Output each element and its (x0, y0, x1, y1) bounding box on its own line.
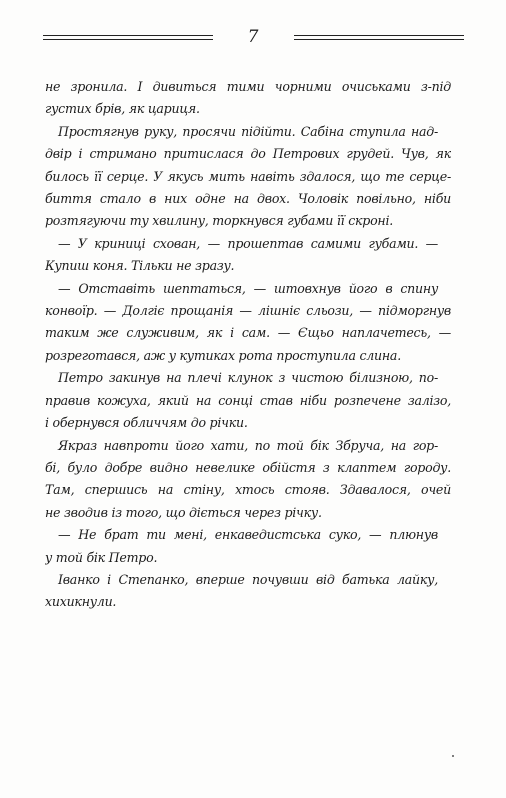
text-line: не зводив із того, що діється через річку. (45, 504, 322, 520)
paragraph (45, 76, 451, 121)
text-line: двір і стримано притислася до Петрових грудей. Чув, як (45, 146, 451, 162)
text-line: правив кожуха, який на сонці став ніби розпечене залізо, (45, 392, 451, 408)
print-speck (452, 755, 454, 757)
text-line: конвоїр. — Долгіє прощанія — лішніє сльози, — підморгнув (45, 303, 451, 319)
paragraph (45, 569, 451, 614)
body-text (45, 76, 451, 614)
page-header (0, 26, 506, 56)
text-line: розтягуючи ту хвилину, торкнувся губами її скроні. (45, 213, 393, 229)
text-line: розреготався, аж у кутиках рота проступила слина. (45, 347, 401, 363)
text-line: хихикнули. (45, 594, 117, 610)
text-line: густих брів, як цариця. (45, 101, 200, 117)
paragraph (45, 233, 451, 278)
paragraph (45, 524, 451, 569)
text-line: і обернувся обличчям до річки. (45, 415, 248, 431)
text-line: не зронила. І дивиться тими чорними очиськами з-під (45, 79, 451, 94)
text-line: у той бік Петро. (45, 549, 158, 565)
text-line: билось її серце. У якусь мить навіть здалося, що те серце- (45, 168, 451, 184)
text-line: — У криниці схован, — прошептав самими губами. — (58, 235, 438, 251)
paragraph (45, 278, 451, 368)
text-line: — Не брат ти мені, енкаведистська суко, — плюнув (58, 527, 438, 543)
text-line: — Отставіть шептаться, — штовхнув його в спину (58, 280, 438, 296)
text-line: Простягнув руку, просячи підійти. Сабіна ступила над- (58, 123, 438, 139)
text-line: таким же служивим, як і сам. — Єщьо наплачетесь, — (45, 325, 451, 341)
text-line: бі, було добре видно невелике обійстя з клаптем городу. (45, 459, 451, 475)
header-rule-left (43, 35, 213, 41)
text-line: Там, спершись на стіну, хтось стояв. Здавалося, очей (45, 482, 451, 498)
paragraph (45, 121, 451, 233)
text-line: Іванко і Степанко, вперше почувши від батька лайку, (58, 571, 438, 587)
paragraph (45, 367, 451, 434)
paragraph (45, 435, 451, 525)
text-line: Купиш коня. Тільки не зразу. (45, 258, 235, 274)
text-line: Петро закинув на плечі клунок з чистою білизною, по- (58, 370, 438, 386)
header-rule-right (294, 35, 464, 41)
text-line: биття стало в них одне на двох. Чоловік повільно, ніби (45, 191, 451, 207)
text-line: Якраз навпроти його хати, по той бік Збруча, на гор- (58, 437, 438, 453)
page-number: 7 (247, 27, 259, 47)
